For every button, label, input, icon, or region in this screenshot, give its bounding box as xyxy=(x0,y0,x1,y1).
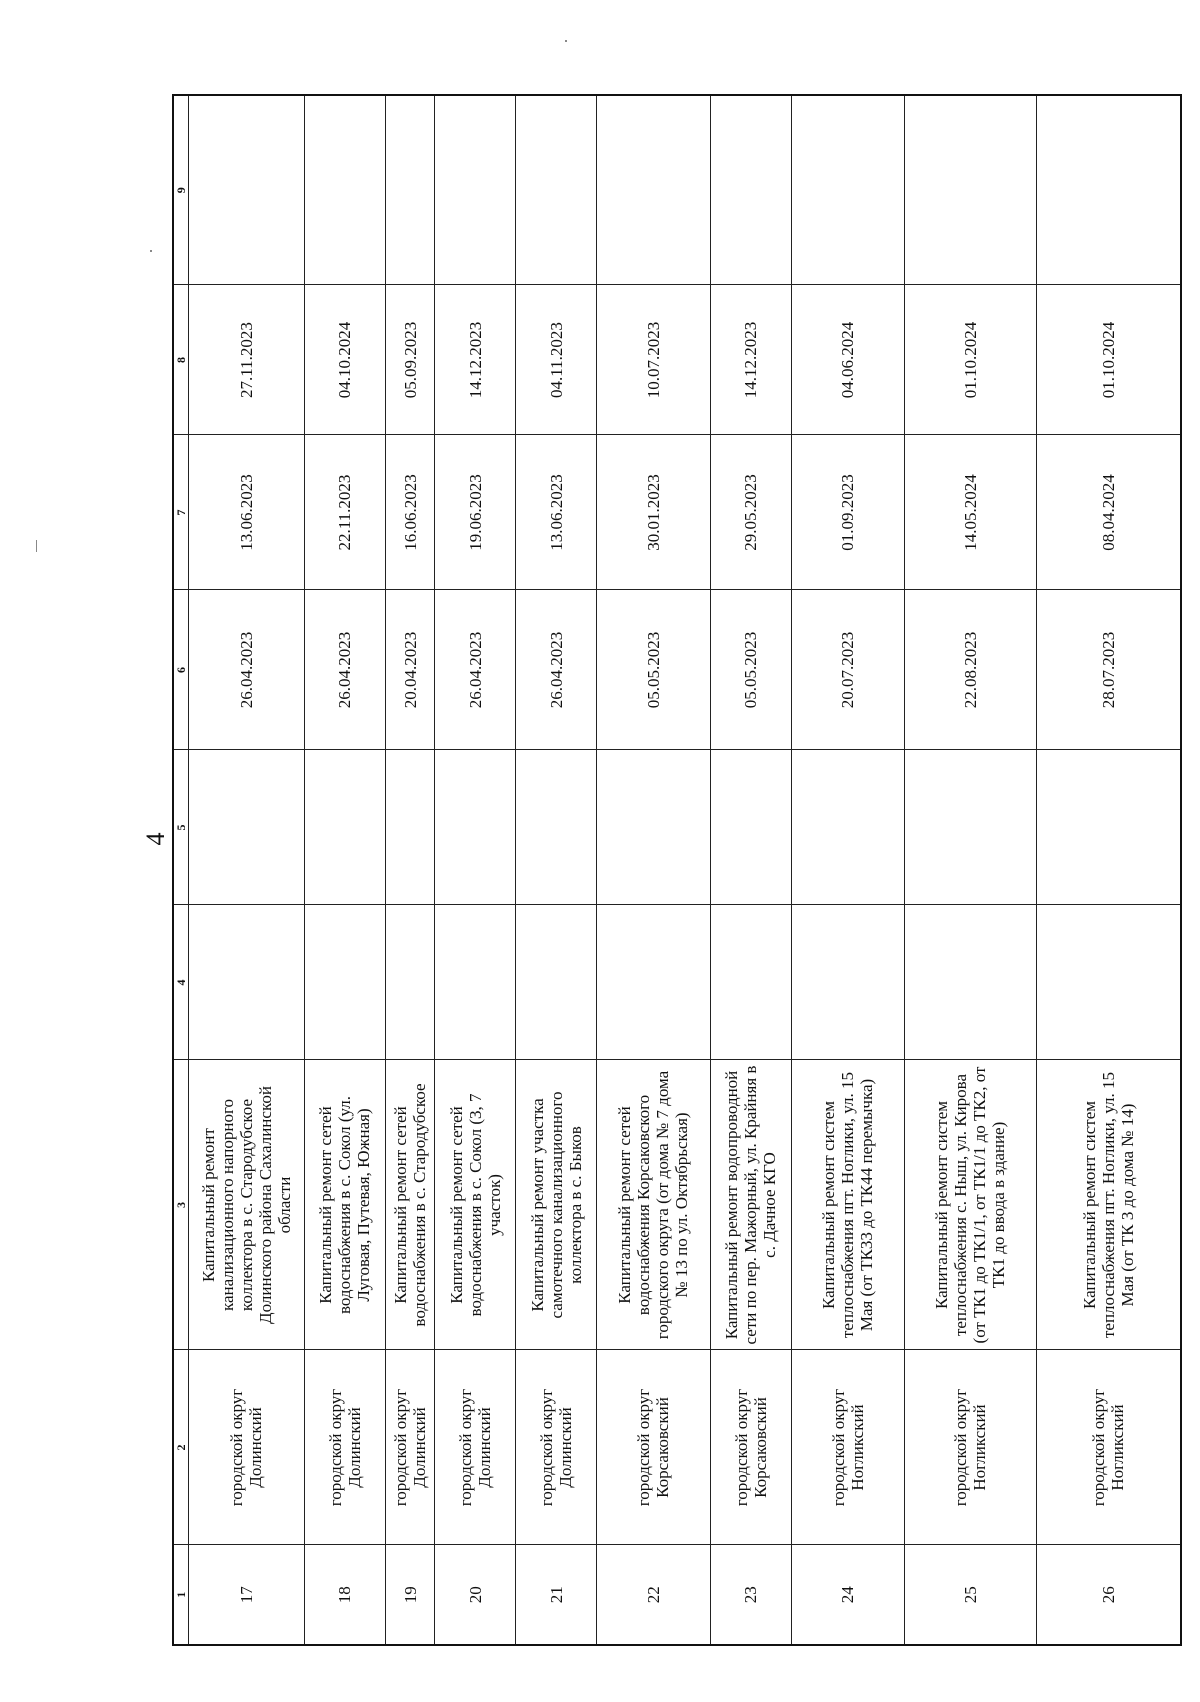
date-column-8-cell: 04.10.2024 xyxy=(304,285,385,435)
table-row xyxy=(597,95,710,1645)
column-header: 9 xyxy=(173,95,189,285)
date-column-7-cell: 13.06.2023 xyxy=(516,435,597,590)
row-number: 25 xyxy=(905,1545,1037,1645)
scan-speck xyxy=(565,40,567,42)
district-cell: городской округ Корсаковский xyxy=(597,1350,710,1545)
column-4-cell xyxy=(189,905,305,1060)
column-header: 3 xyxy=(173,1060,189,1350)
column-9-cell xyxy=(435,95,516,285)
description-cell: Капитальный ремонт систем теплоснабжения с. Ныш, ул. Кирова (от ТК1 до ТК1/1, от ТК1/1 до ТК2, от ТК1 до ввода в здание) xyxy=(905,1060,1037,1350)
column-5-cell xyxy=(1036,750,1181,905)
description-cell: Капитальный ремонт систем теплоснабжения пгт. Ноглики, ул. 15 Мая (от ТК33 до ТК44 перемычка) xyxy=(791,1060,904,1350)
date-column-8-cell: 14.12.2023 xyxy=(710,285,791,435)
district-cell: городской округ Корсаковский xyxy=(710,1350,791,1545)
district-cell: городской округ Долинский xyxy=(304,1350,385,1545)
column-header: 5 xyxy=(173,750,189,905)
table-row xyxy=(435,95,516,1645)
column-9-cell xyxy=(516,95,597,285)
column-5-cell xyxy=(791,750,904,905)
date-column-7-cell: 08.04.2024 xyxy=(1036,435,1181,590)
row-number: 18 xyxy=(304,1545,385,1645)
column-5-cell xyxy=(435,750,516,905)
column-5-cell xyxy=(189,750,305,905)
table-row xyxy=(1036,95,1181,1645)
date-column-7-cell: 19.06.2023 xyxy=(435,435,516,590)
row-number: 21 xyxy=(516,1545,597,1645)
district-cell: городской округ Долинский xyxy=(516,1350,597,1545)
date-column-6-cell: 05.05.2023 xyxy=(597,590,710,750)
date-column-8-cell: 01.10.2024 xyxy=(905,285,1037,435)
row-number: 23 xyxy=(710,1545,791,1645)
date-column-6-cell: 20.04.2023 xyxy=(385,590,435,750)
date-column-7-cell: 14.05.2024 xyxy=(905,435,1037,590)
district-cell: городской округ Ногликский xyxy=(905,1350,1037,1545)
description-cell: Капитальный ремонт сетей водоснабжения в с. Сокол (3, 7 участок) xyxy=(435,1060,516,1350)
column-4-cell xyxy=(710,905,791,1060)
table-row xyxy=(304,95,385,1645)
column-4-cell xyxy=(385,905,435,1060)
date-column-7-cell: 30.01.2023 xyxy=(597,435,710,590)
column-5-cell xyxy=(905,750,1037,905)
date-column-7-cell: 16.06.2023 xyxy=(385,435,435,590)
column-4-cell xyxy=(304,905,385,1060)
column-9-cell xyxy=(304,95,385,285)
column-9-cell xyxy=(905,95,1037,285)
column-9-cell xyxy=(597,95,710,285)
row-number: 26 xyxy=(1036,1545,1181,1645)
district-cell: городской округ Ногликский xyxy=(1036,1350,1181,1545)
repair-schedule-table xyxy=(172,94,1182,1646)
column-9-cell xyxy=(189,95,305,285)
date-column-6-cell: 28.07.2023 xyxy=(1036,590,1181,750)
scan-speck xyxy=(36,540,37,552)
column-4-cell xyxy=(1036,905,1181,1060)
district-cell: городской округ Долинский xyxy=(189,1350,305,1545)
description-cell: Капитальный ремонт сетей водоснабжения в с. Стародубское xyxy=(385,1060,435,1350)
column-4-cell xyxy=(516,905,597,1060)
column-9-cell xyxy=(1036,95,1181,285)
column-4-cell xyxy=(435,905,516,1060)
scan-speck xyxy=(150,250,152,252)
table-row xyxy=(710,95,791,1645)
table-row xyxy=(385,95,435,1645)
column-5-cell xyxy=(597,750,710,905)
date-column-6-cell: 22.08.2023 xyxy=(905,590,1037,750)
column-5-cell xyxy=(304,750,385,905)
date-column-7-cell: 01.09.2023 xyxy=(791,435,904,590)
column-header: 4 xyxy=(173,905,189,1060)
column-header: 7 xyxy=(173,435,189,590)
column-header: 8 xyxy=(173,285,189,435)
row-number: 17 xyxy=(189,1545,305,1645)
row-number: 20 xyxy=(435,1545,516,1645)
row-number: 19 xyxy=(385,1545,435,1645)
column-4-cell xyxy=(905,905,1037,1060)
date-column-7-cell: 22.11.2023 xyxy=(304,435,385,590)
column-9-cell xyxy=(710,95,791,285)
column-5-cell xyxy=(710,750,791,905)
date-column-7-cell: 29.05.2023 xyxy=(710,435,791,590)
table-row xyxy=(905,95,1037,1645)
date-column-6-cell: 26.04.2023 xyxy=(516,590,597,750)
district-cell: городской округ Долинский xyxy=(435,1350,516,1545)
description-cell: Капитальный ремонт систем теплоснабжения пгт. Ноглики, ул. 15 Мая (от ТК 3 до дома № 14) xyxy=(1036,1060,1181,1350)
description-cell: Капитальный ремонт участка самотечного канализационного коллектора в с. Быков xyxy=(516,1060,597,1350)
row-number: 22 xyxy=(597,1545,710,1645)
column-9-cell xyxy=(791,95,904,285)
column-5-cell xyxy=(385,750,435,905)
column-4-cell xyxy=(791,905,904,1060)
date-column-6-cell: 26.04.2023 xyxy=(435,590,516,750)
date-column-6-cell: 26.04.2023 xyxy=(189,590,305,750)
row-number: 24 xyxy=(791,1545,904,1645)
district-cell: городской округ Ногликский xyxy=(791,1350,904,1545)
column-9-cell xyxy=(385,95,435,285)
description-cell: Капитальный ремонт канализационного напорного коллектора в с. Стародубское Долинского района Сахалинской области xyxy=(189,1060,305,1350)
rotated-table-container xyxy=(172,96,1182,1646)
district-cell: городской округ Долинский xyxy=(385,1350,435,1545)
column-header: 1 xyxy=(173,1545,189,1645)
column-5-cell xyxy=(516,750,597,905)
date-column-8-cell: 04.06.2024 xyxy=(791,285,904,435)
date-column-7-cell: 13.06.2023 xyxy=(189,435,305,590)
date-column-8-cell: 01.10.2024 xyxy=(1036,285,1181,435)
table-row xyxy=(189,95,305,1645)
description-cell: Капитальный ремонт сетей водоснабжения Корсаковского городского округа (от дома № 7 дома № 13 по ул. Октябрьская) xyxy=(597,1060,710,1350)
table-row xyxy=(791,95,904,1645)
column-header: 2 xyxy=(173,1350,189,1545)
page-number: 4 xyxy=(141,832,170,846)
date-column-6-cell: 26.04.2023 xyxy=(304,590,385,750)
date-column-8-cell: 05.09.2023 xyxy=(385,285,435,435)
date-column-8-cell: 27.11.2023 xyxy=(189,285,305,435)
date-column-8-cell: 04.11.2023 xyxy=(516,285,597,435)
column-4-cell xyxy=(597,905,710,1060)
description-cell: Капитальный ремонт водопроводной сети по пер. Мажорный, ул. Крайняя в с. Дачное КГО xyxy=(710,1060,791,1350)
description-cell: Капитальный ремонт сетей водоснабжения в с. Сокол (ул. Луговая, Путевая, Южная) xyxy=(304,1060,385,1350)
column-header: 6 xyxy=(173,590,189,750)
date-column-8-cell: 10.07.2023 xyxy=(597,285,710,435)
column-number-row xyxy=(173,95,189,1645)
date-column-8-cell: 14.12.2023 xyxy=(435,285,516,435)
table-row xyxy=(516,95,597,1645)
date-column-6-cell: 20.07.2023 xyxy=(791,590,904,750)
date-column-6-cell: 05.05.2023 xyxy=(710,590,791,750)
